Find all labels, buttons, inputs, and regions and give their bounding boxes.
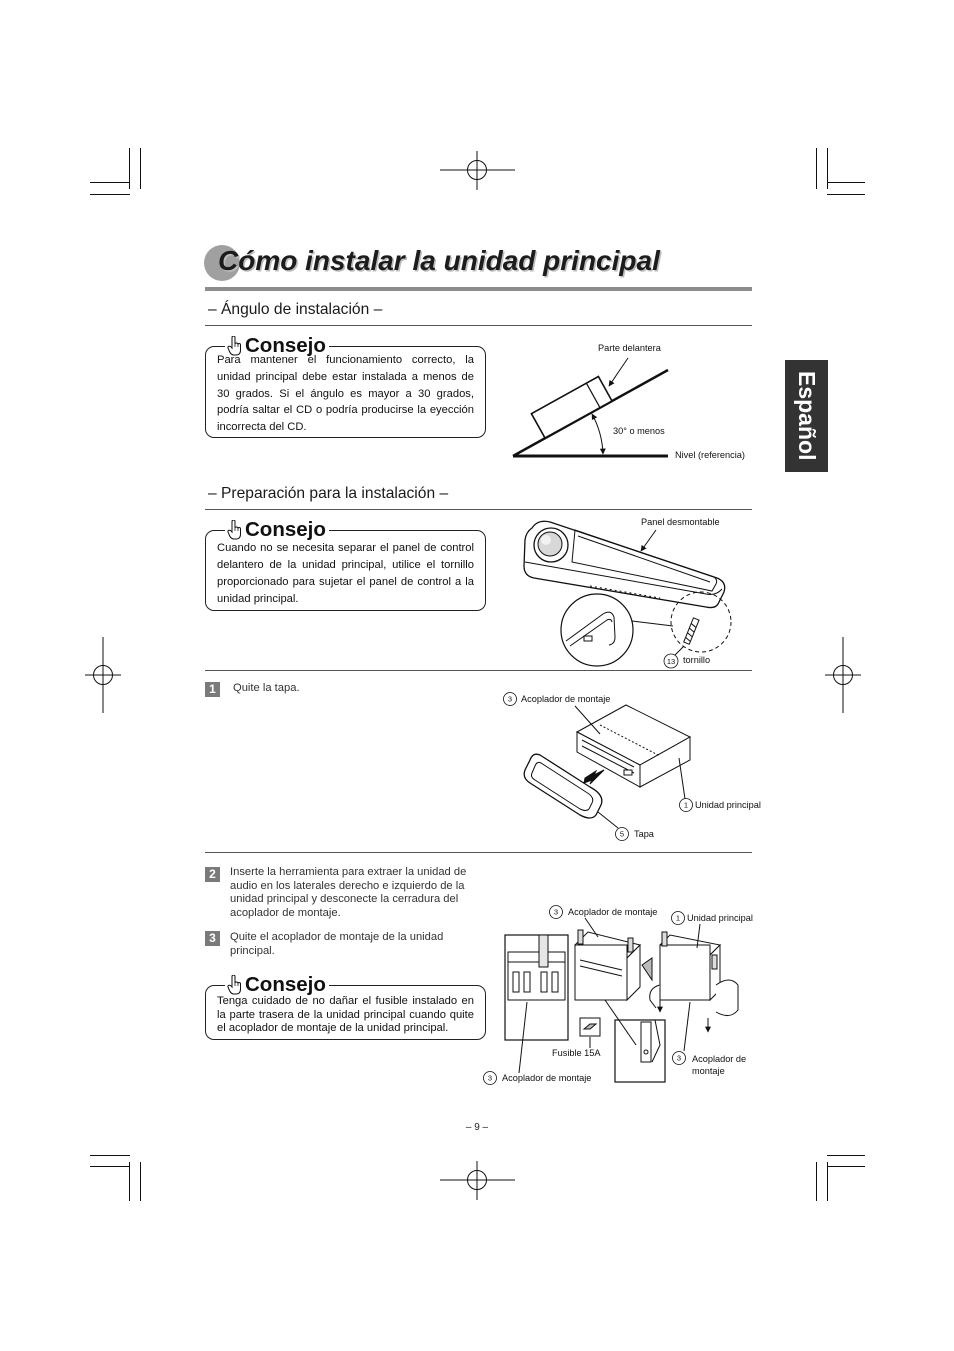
step-line: audio en los laterales derecho e izquierdo de la bbox=[230, 879, 465, 892]
step-line: Quite el acoplador de montaje de la unidad bbox=[230, 931, 444, 943]
coupler-label: Acoplador de montaje bbox=[521, 694, 611, 704]
tip-header bbox=[225, 519, 329, 541]
language-tab bbox=[785, 360, 828, 472]
tip-label: Consejo bbox=[245, 518, 326, 541]
tip-header bbox=[225, 974, 329, 996]
section-rule bbox=[205, 509, 752, 510]
coupler-body bbox=[575, 945, 627, 1000]
section-heading-preparation: – Preparación para la instalación – bbox=[208, 485, 449, 502]
title-rule bbox=[205, 287, 752, 291]
tip-label: Consejo bbox=[245, 973, 326, 996]
tip-line: podría saltar el CD o podría producirse la eyección bbox=[217, 404, 474, 417]
tip-text bbox=[217, 352, 474, 436]
step-line: acoplador de montaje. bbox=[230, 906, 341, 919]
level-label: Nivel (referencia) bbox=[675, 450, 745, 460]
cover-removal-diagram bbox=[524, 705, 690, 828]
tip-line: Cuando no se necesita separar el panel de control bbox=[217, 542, 474, 554]
pointing-hand-icon bbox=[227, 520, 241, 540]
tip-line: unidad principal. bbox=[217, 593, 299, 605]
tip-line: el acoplador de montaje de la unidad principal. bbox=[217, 1022, 449, 1034]
step-text-3 bbox=[230, 931, 443, 958]
tip-label: Consejo bbox=[245, 334, 326, 357]
svg-text:3: 3 bbox=[487, 1073, 493, 1083]
tip-line: delantero de la unidad principal, utilice el tornillo bbox=[217, 559, 474, 571]
panel-label: Panel desmontable bbox=[641, 517, 720, 527]
page-number: – 9 – bbox=[465, 1122, 489, 1133]
coupler-right-label-line2: montaje bbox=[692, 1066, 725, 1076]
step-text-2 bbox=[230, 866, 466, 920]
front-leader bbox=[609, 358, 628, 386]
step-badge-3: 3 bbox=[205, 931, 220, 946]
section-rule bbox=[205, 325, 752, 326]
tip-text bbox=[217, 995, 474, 1036]
unit-body bbox=[660, 945, 710, 1000]
tip-line: Para mantener el funcionamiento correcto, la bbox=[217, 354, 474, 366]
zoom-detail-circle bbox=[561, 594, 633, 666]
panel-diagram bbox=[524, 521, 731, 666]
panel-leader bbox=[641, 530, 656, 551]
step-badge-2: 2 bbox=[205, 867, 220, 882]
tip-box-removal bbox=[205, 973, 486, 1040]
tip-box-preparation bbox=[205, 518, 486, 611]
svg-text:1: 1 bbox=[683, 800, 689, 810]
hand-right bbox=[716, 980, 738, 1016]
svg-text:5: 5 bbox=[619, 829, 625, 839]
section-rule bbox=[205, 670, 752, 671]
step-line: Inserte la herramienta para extraer la unidad de bbox=[230, 866, 467, 878]
tip-text bbox=[217, 540, 474, 608]
tip-line: unidad principal debe estar instalada a menos de bbox=[217, 370, 474, 383]
section-heading-angle: – Ángulo de instalación – bbox=[208, 301, 383, 318]
language-tab-label: Español bbox=[794, 371, 820, 461]
svg-text:1: 1 bbox=[675, 913, 681, 923]
screw-number: 13 bbox=[666, 656, 676, 666]
unit-label: Unidad principal bbox=[695, 800, 761, 810]
cover-label: Tapa bbox=[634, 829, 654, 839]
removal-arrow bbox=[584, 770, 604, 784]
tip-line: Tenga cuidado de no dañar el fusible instalado en bbox=[217, 995, 474, 1007]
step-text-1 bbox=[233, 682, 300, 696]
unit-label-2: Unidad principal bbox=[687, 913, 753, 923]
svg-text:3: 3 bbox=[507, 694, 513, 704]
angle-diagram bbox=[513, 343, 745, 460]
extraction-tool bbox=[539, 935, 548, 967]
svg-text:3: 3 bbox=[676, 1053, 682, 1063]
step-badge-1: 1 bbox=[205, 682, 220, 697]
tip-box-angle bbox=[205, 334, 486, 438]
hand-left bbox=[650, 985, 660, 1008]
crop-marks bbox=[90, 148, 865, 1201]
step-line: principal. bbox=[230, 944, 275, 957]
step-line: unidad principal y desconecte la cerradura del bbox=[230, 893, 459, 906]
screw-label: tornillo bbox=[683, 655, 711, 665]
step-line: Quite la tapa. bbox=[233, 682, 300, 694]
coupler-right-label-line1: Acoplador de bbox=[692, 1054, 747, 1064]
tip-line: incorrecta del CD. bbox=[217, 421, 307, 434]
pointing-hand-icon bbox=[227, 975, 241, 995]
registration-marks bbox=[85, 151, 861, 1200]
fuse-label: Fusible 15A bbox=[552, 1048, 601, 1058]
angle-label: 30° o menos bbox=[613, 426, 665, 436]
tip-line: proporcionado para sujetar el panel de control a la bbox=[217, 576, 474, 588]
zoom-leader bbox=[632, 621, 673, 626]
section-rule bbox=[205, 852, 752, 853]
screw bbox=[684, 618, 699, 644]
page-title: Cómo instalar la unidad principal bbox=[218, 245, 660, 276]
coupler-left-label: Acoplador de montaje bbox=[502, 1073, 592, 1083]
front-label: Parte delantera bbox=[598, 343, 661, 353]
tip-line: 30 grados. Si el ángulo es mayor a 30 grados, bbox=[217, 387, 474, 400]
angle-arc bbox=[592, 414, 603, 454]
tip-line: la parte trasera de la unidad principal cuando quite bbox=[217, 1008, 474, 1021]
coupler-top-label: Acoplador de montaje bbox=[568, 907, 658, 917]
svg-text:3: 3 bbox=[553, 907, 559, 917]
insert-arrow bbox=[642, 958, 652, 980]
